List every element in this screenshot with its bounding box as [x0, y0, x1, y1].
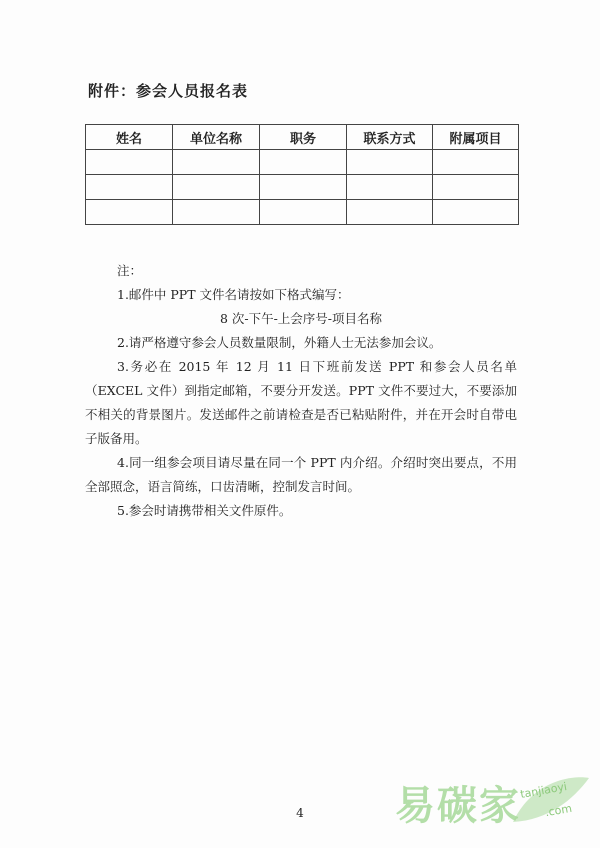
notes-label: 注：	[117, 263, 143, 278]
note-item-4: 4.同一组参会项目请尽量在同一个 PPT 内介绍。介绍时突出要点，不用全部照念，语言简练，口齿清晰，控制发言时间。	[85, 455, 517, 494]
table-cell	[86, 150, 173, 175]
note-item-1: 1.邮件中 PPT 文件名请按如下格式编写：	[117, 287, 350, 302]
header-position: 职务	[260, 125, 347, 150]
table-cell	[433, 150, 519, 175]
note-item-5: 5.参会时请携带相关文件原件。	[117, 503, 292, 518]
registration-table	[85, 124, 519, 225]
header-affiliated-project: 附属项目	[433, 125, 519, 150]
table-cell	[260, 200, 347, 225]
table-cell	[173, 175, 260, 200]
watermark-chinese: 易碳家	[395, 783, 521, 829]
attachment-heading: 附件：参会人员报名表	[88, 82, 249, 100]
table-cell	[347, 175, 433, 200]
table-header-row	[86, 125, 519, 150]
table-cell	[347, 200, 433, 225]
header-contact: 联系方式	[347, 125, 433, 150]
note-item-2: 2.请严格遵守参会人员数量限制，外籍人士无法参加会议。	[117, 335, 442, 350]
table-row	[86, 175, 519, 200]
table-cell	[260, 150, 347, 175]
header-organization: 单位名称	[173, 125, 260, 150]
table-row	[86, 150, 519, 175]
watermark-logo	[395, 770, 595, 840]
table-cell	[433, 200, 519, 225]
watermark-domain: tanjiaoyi	[519, 780, 568, 801]
table-cell	[260, 175, 347, 200]
table-cell	[173, 200, 260, 225]
table-cell	[433, 175, 519, 200]
note-item-3: 3.务必在 2015 年 12 月 11 日下班前发送 PPT 和参会人员名单（EXCEL 文件）到指定邮箱，不要分开发送。PPT 文件不要过大，不要添加不相关的背景图片。发送邮件之前请检查是否已粘贴附件，并在开会时自带电子版备用。	[85, 359, 517, 446]
watermark-tld: .com	[544, 801, 573, 820]
notes-section	[85, 259, 517, 523]
table-cell	[347, 150, 433, 175]
table-row	[86, 200, 519, 225]
ppt-filename-format: 8 次-下午-上会序号-项目名称	[219, 311, 383, 326]
table-cell	[173, 150, 260, 175]
table-cell	[86, 175, 173, 200]
header-name: 姓名	[86, 125, 173, 150]
page-number: 4	[296, 806, 304, 820]
table-cell	[86, 200, 173, 225]
